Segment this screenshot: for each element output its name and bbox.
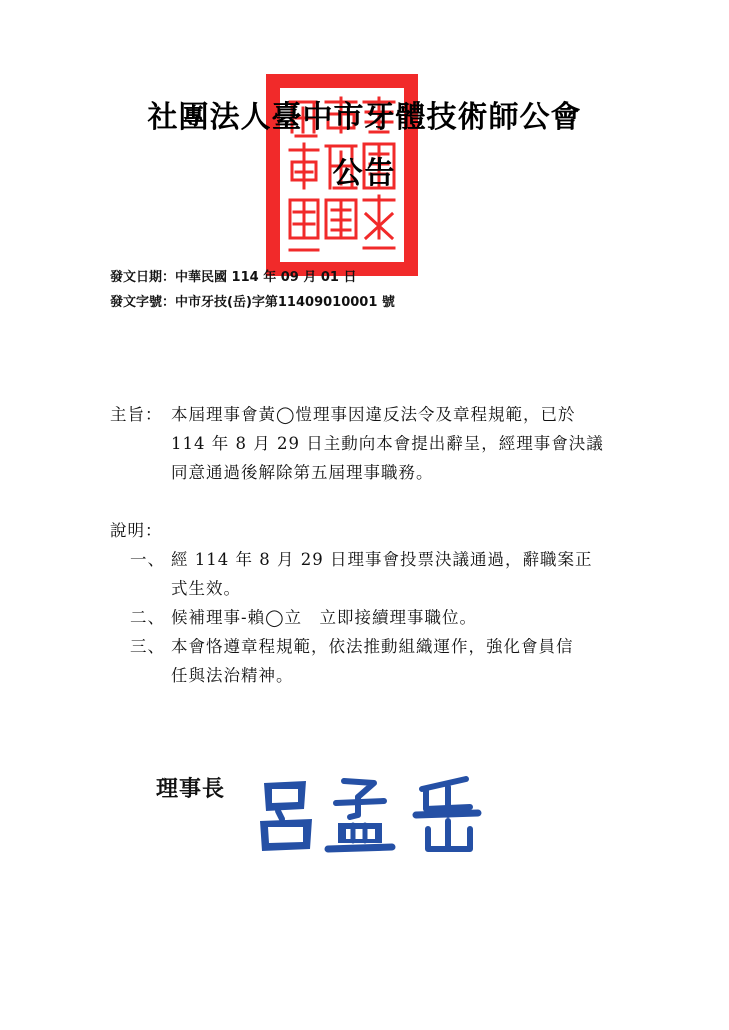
item-line: 本會恪遵章程規範，依法推動組織運作，強化會員信 <box>171 637 574 656</box>
item-number: 三、 <box>130 637 165 656</box>
organization-title: 社團法人臺中市牙體技術師公會 <box>147 100 582 135</box>
chairman-title: 理事長 <box>156 777 226 802</box>
item-line: 經 114 年 8 月 29 日理事會投票決議通過，辭職案正 <box>171 550 593 569</box>
item-number: 二、 <box>130 608 165 627</box>
item-text <box>171 632 574 690</box>
item-line: 式生效。 <box>171 579 241 598</box>
document-type-title: 公告 <box>332 156 397 191</box>
subject-line: 本屆理事會黃◯愷理事因違反法令及章程規範，已於 <box>171 405 576 424</box>
explanation-label: 說明： <box>110 521 163 540</box>
item-line: 候補理事-賴◯立 立即接續理事職位。 <box>171 608 478 627</box>
chairman-signature <box>252 775 502 855</box>
subject-label: 主旨： <box>110 405 163 424</box>
item-number: 一、 <box>130 550 165 569</box>
subject-line: 114 年 8 月 29 日主動向本會提出辭呈，經理事會決議 <box>171 434 604 453</box>
item-text <box>171 545 592 603</box>
reference-number: 發文字號：中市牙技(岳)字第11409010001 號 <box>110 295 395 310</box>
subject-line: 同意通過後解除第五屆理事職務。 <box>171 463 434 482</box>
subject-text <box>171 400 604 487</box>
item-text <box>171 603 477 632</box>
item-line: 任與法治精神。 <box>171 666 294 685</box>
issue-date: 發文日期：中華民國 114 年 09 月 01 日 <box>110 270 357 285</box>
